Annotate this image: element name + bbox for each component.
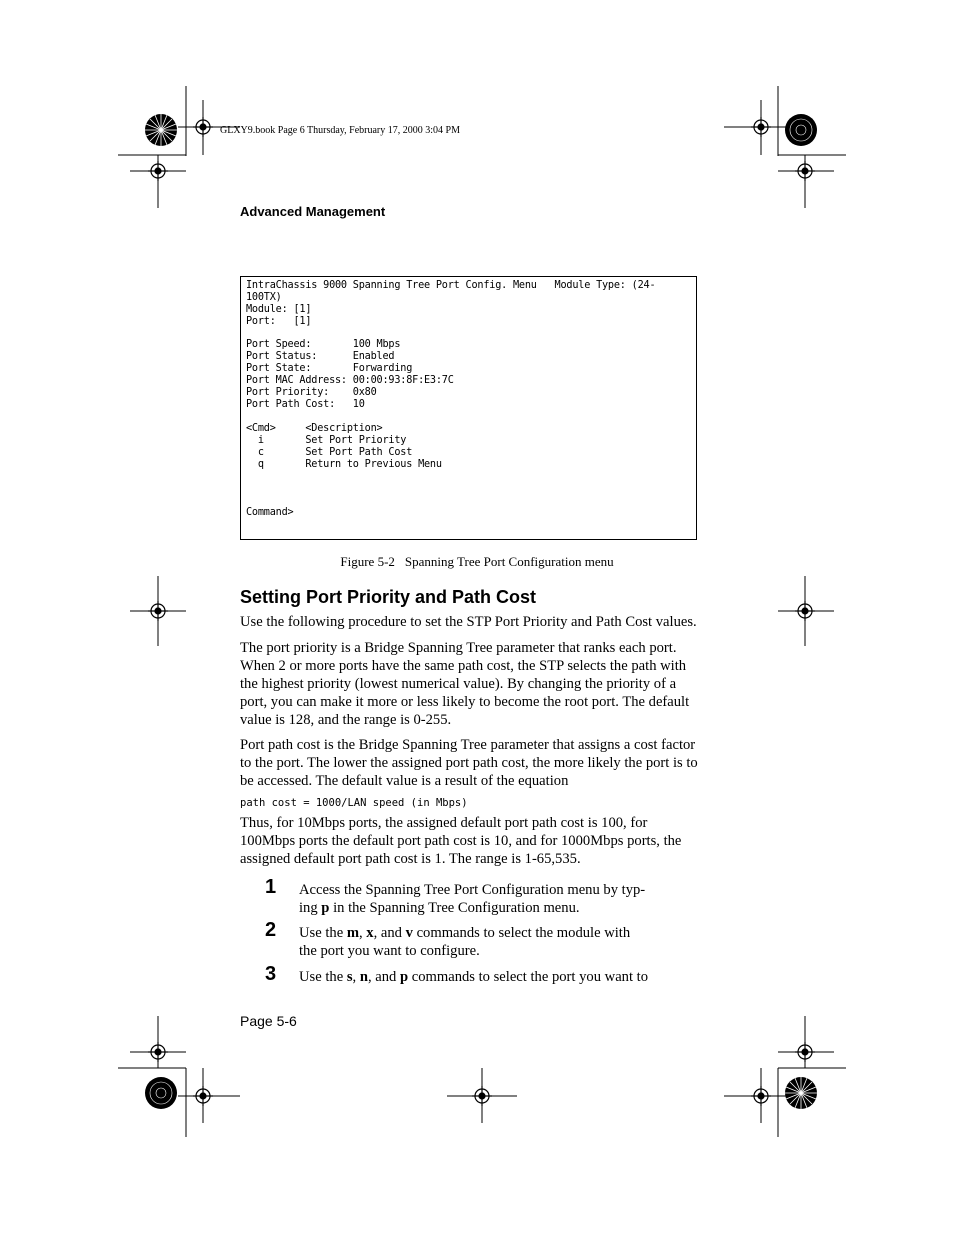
screen-line: Module: [1]	[246, 304, 312, 315]
running-head: Advanced Management	[240, 204, 386, 219]
section-title: Setting Port Priority and Path Cost	[240, 587, 537, 607]
paragraph: Thus, for 10Mbps ports, the assigned default port path cost is 100, for 100Mbps ports the default port path cost is 10, and for 1000Mbps ports, the assigned default port path cost is 1. The range is 1-65,535.	[240, 815, 682, 867]
screen-line: <Cmd> <Description>	[246, 423, 383, 434]
figure-label: Figure 5-2	[340, 554, 395, 569]
paragraph: The port priority is a Bridge Spanning Tree parameter that ranks each port. When 2 or more ports have the same path cost, the STP selects the path with the highest priority (lowest numerical value). By changing the priority of a port, you can make it more or less likely to become the root port. The default value is 128, and the range is 0-255.	[240, 640, 690, 728]
paragraph: Port path cost is the Bridge Spanning Tree parameter that assigns a cost factor to the port. The lower the assigned port path cost, the more likely the port is to be accessed. The default value is a result of the equation	[240, 737, 698, 789]
step-number: 2	[265, 919, 277, 941]
page-number: Page 5-6	[240, 1013, 297, 1029]
screen-line: Port MAC Address: 00:00:93:8F:E3:7C	[246, 375, 454, 386]
step-text: Use the s, n, and p commands to select the port you want to	[299, 969, 649, 985]
screen-line: c Set Port Path Cost	[246, 447, 413, 458]
equation: path cost = 1000/LAN speed (in Mbps)	[240, 797, 468, 809]
terminal-screen	[240, 276, 697, 540]
screen-line: Port State: Forwarding	[246, 363, 413, 374]
screen-line: Command>	[246, 507, 294, 518]
screen-line: Port Priority: 0x80	[246, 387, 377, 398]
screen-line: Port Path Cost: 10	[246, 399, 365, 410]
screen-line: Port Status: Enabled	[246, 351, 395, 362]
screen-line: Port Speed: 100 Mbps	[246, 339, 401, 350]
step-number: 1	[265, 876, 277, 898]
screen-line: i Set Port Priority	[246, 435, 407, 446]
figure-title: Spanning Tree Port Configuration menu	[404, 554, 614, 569]
screen-line: Port: [1]	[246, 316, 312, 327]
screen-line: q Return to Previous Menu	[246, 459, 442, 470]
step-number: 3	[265, 963, 277, 985]
paragraph: Use the following procedure to set the STP Port Priority and Path Cost values.	[240, 614, 697, 630]
step-text: Access the Spanning Tree Port Configuration menu by typ- ing p in the Spanning Tree Configuration menu.	[299, 882, 646, 916]
screen-line: 100TX)	[246, 292, 282, 303]
figure-caption	[0, 554, 954, 570]
screen-line: IntraChassis 9000 Spanning Tree Port Config. Menu Module Type: (24-	[246, 280, 656, 291]
print-slug: GLXY9.book Page 6 Thursday, February 17, 2000 3:04 PM	[220, 125, 460, 136]
step-text: Use the m, x, and v commands to select the module with the port you want to configure.	[299, 925, 631, 959]
